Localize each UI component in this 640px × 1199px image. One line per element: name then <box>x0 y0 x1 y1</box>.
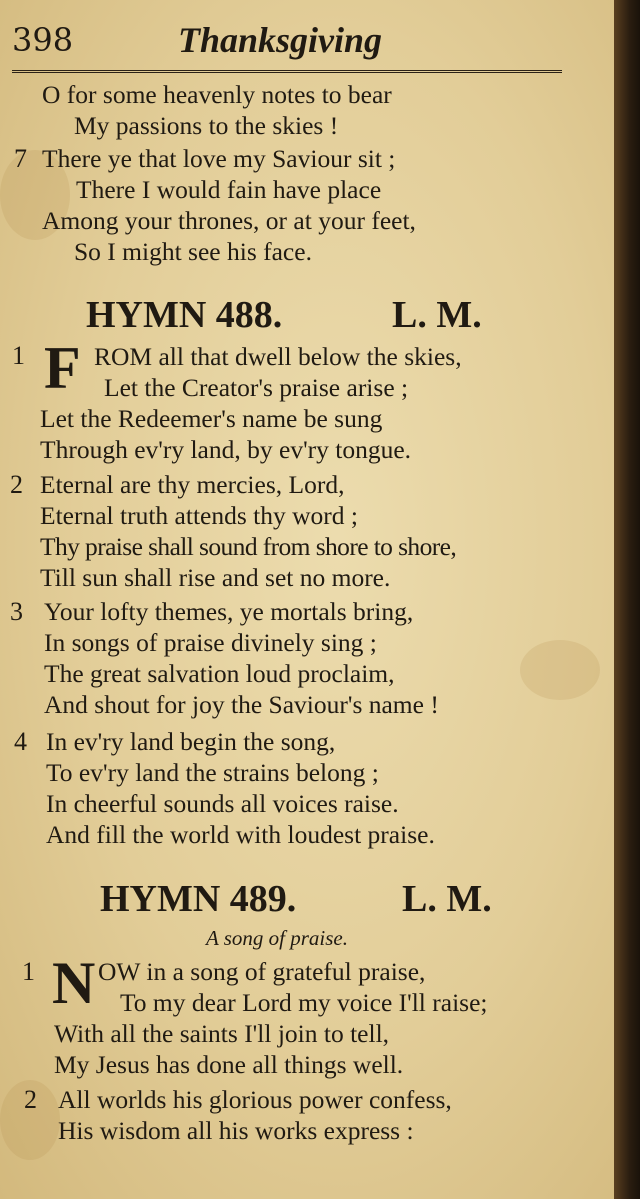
verse-line: Eternal are thy mercies, Lord, <box>40 470 345 499</box>
verse-line: O for some heavenly notes to bear <box>42 80 392 109</box>
verse-line: And fill the world with loudest praise. <box>46 820 435 849</box>
verse-line: There ye that love my Saviour sit ; <box>42 144 396 173</box>
hymn-488-heading: HYMN 488. <box>86 294 283 336</box>
book-binding-edge <box>614 0 640 1199</box>
verse-line: His wisdom all his works express : <box>58 1116 414 1145</box>
running-title: Thanksgiving <box>178 20 383 60</box>
verse-line: The great salvation loud proclaim, <box>44 659 395 688</box>
hymn-489-meter: L. M. <box>402 878 492 920</box>
header-rule <box>12 70 562 73</box>
hymn-489-subtitle: A song of praise. <box>206 926 348 950</box>
hymn-488-meter: L. M. <box>392 294 482 336</box>
verse-line: To ev'ry land the strains belong ; <box>46 758 379 787</box>
verse-line: ROM all that dwell below the skies, <box>94 342 462 371</box>
verse-line: And shout for joy the Saviour's name ! <box>44 690 439 719</box>
stanza-number: 2 <box>24 1085 37 1114</box>
verse-line: In songs of praise divinely sing ; <box>44 628 377 657</box>
paper-stain <box>520 640 600 700</box>
verse-line: OW in a song of grateful praise, <box>98 957 426 986</box>
drop-cap: N <box>52 950 96 1016</box>
verse-line: Let the Redeemer's name be sung <box>40 404 383 433</box>
verse-line: My Jesus has done all things well. <box>54 1050 404 1079</box>
verse-line: To my dear Lord my voice I'll raise; <box>120 988 488 1017</box>
verse-line: Eternal truth attends thy word ; <box>40 501 358 530</box>
drop-cap: F <box>44 335 81 401</box>
verse-line: With all the saints I'll join to tell, <box>54 1019 390 1048</box>
verse-line: Your lofty themes, ye mortals bring, <box>44 597 414 626</box>
verse-line: Through ev'ry land, by ev'ry tongue. <box>40 435 412 464</box>
stanza-number: 4 <box>14 727 27 756</box>
verse-line: So I might see his face. <box>74 237 312 266</box>
stanza-number: 2 <box>10 470 23 499</box>
verse-line: There I would fain have place <box>76 175 382 204</box>
stanza-number: 3 <box>10 597 23 626</box>
verse-line: In cheerful sounds all voices raise. <box>46 789 399 818</box>
stanza-number: 1 <box>22 957 35 986</box>
verse-line: My passions to the skies ! <box>74 111 339 140</box>
stanza-number: 7 <box>14 144 27 173</box>
verse-line: Let the Creator's praise arise ; <box>104 373 409 402</box>
stanza-number: 1 <box>12 341 25 370</box>
page-number: 398 <box>12 21 74 59</box>
verse-line: Till sun shall rise and set no more. <box>40 563 391 592</box>
hymn-489-heading: HYMN 489. <box>100 878 297 920</box>
verse-line: Among your thrones, or at your feet, <box>42 206 416 235</box>
verse-line: All worlds his glorious power confess, <box>58 1085 452 1114</box>
verse-line: In ev'ry land begin the song, <box>46 727 336 756</box>
verse-line: Thy praise shall sound from shore to shore, <box>40 532 457 561</box>
